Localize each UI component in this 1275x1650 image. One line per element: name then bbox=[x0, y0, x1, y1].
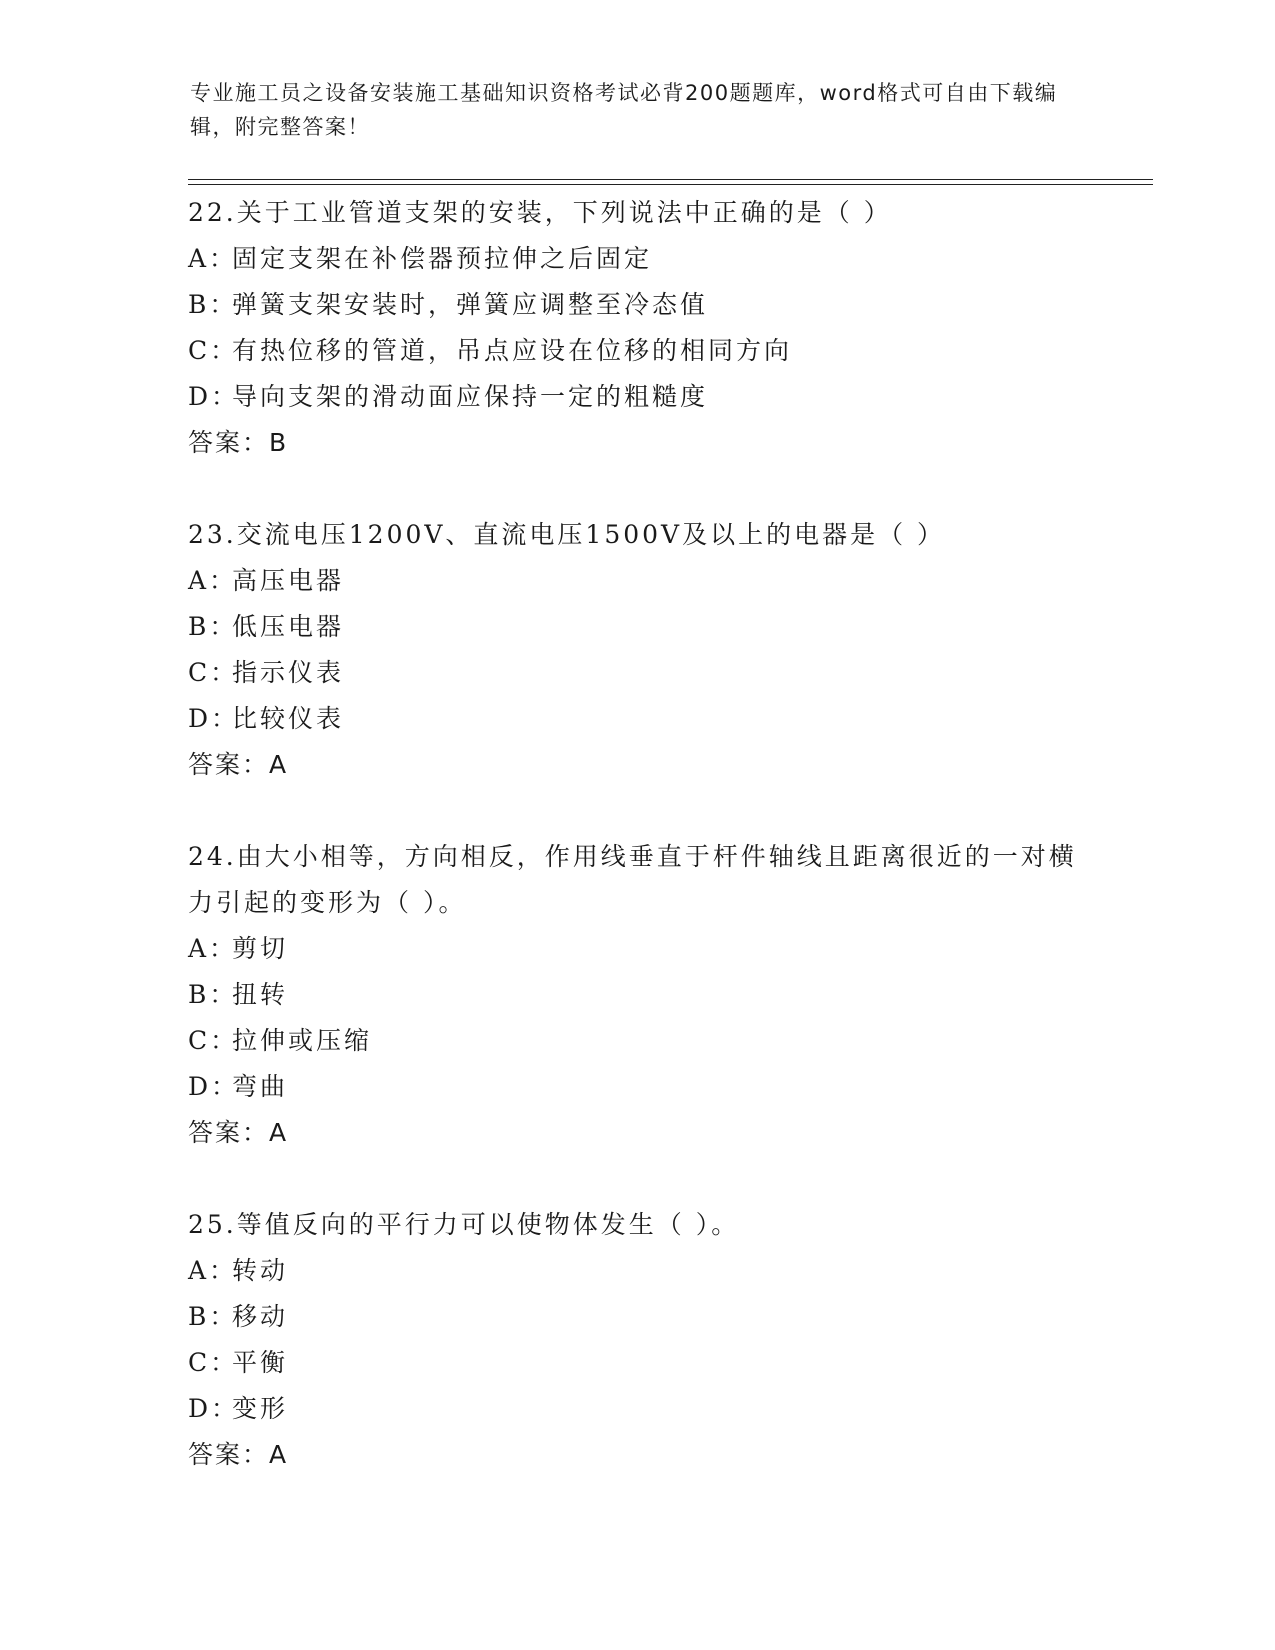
option-text: 剪切 bbox=[232, 934, 289, 963]
answer-label: 答案：A bbox=[188, 1440, 289, 1469]
option-key: D： bbox=[188, 1072, 240, 1101]
option-text: 拉伸或压缩 bbox=[232, 1026, 373, 1055]
question-24 bbox=[188, 834, 1108, 1156]
option-key: B： bbox=[188, 290, 238, 319]
document-header: 专业施工员之设备安装施工基础知识资格考试必背200题题库，word格式可自由下载编辑，附完整答案！ bbox=[190, 81, 1058, 139]
option-key: A： bbox=[188, 244, 238, 273]
option-d bbox=[188, 374, 1108, 420]
option-key: C： bbox=[188, 1348, 239, 1377]
option-text: 扭转 bbox=[232, 980, 289, 1009]
option-key: D： bbox=[188, 382, 240, 411]
answer-label: 答案：A bbox=[188, 1118, 289, 1147]
option-text: 指示仪表 bbox=[232, 658, 345, 687]
option-c bbox=[188, 1340, 1108, 1386]
option-key: C： bbox=[188, 658, 239, 687]
answer-label: 答案：B bbox=[188, 428, 289, 457]
option-text: 高压电器 bbox=[232, 566, 345, 595]
option-b bbox=[188, 282, 1108, 328]
option-text: 导向支架的滑动面应保持一定的粗糙度 bbox=[232, 382, 709, 411]
option-c bbox=[188, 650, 1108, 696]
option-c bbox=[188, 328, 1108, 374]
option-text: 比较仪表 bbox=[232, 704, 345, 733]
option-text: 转动 bbox=[232, 1256, 289, 1285]
option-key: A： bbox=[188, 934, 238, 963]
option-key: C： bbox=[188, 336, 239, 365]
question-23 bbox=[188, 512, 1108, 788]
option-key: D： bbox=[188, 1394, 240, 1423]
option-d bbox=[188, 1064, 1108, 1110]
question-25 bbox=[188, 1202, 1108, 1478]
option-d bbox=[188, 696, 1108, 742]
question-stem: 23.交流电压1200V、直流电压1500V及以上的电器是（ ） bbox=[188, 520, 946, 549]
option-b bbox=[188, 972, 1108, 1018]
option-text: 固定支架在补偿器预拉伸之后固定 bbox=[232, 244, 653, 273]
option-b bbox=[188, 1294, 1108, 1340]
option-key: B： bbox=[188, 980, 238, 1009]
header-divider-bottom bbox=[188, 184, 1153, 185]
option-c bbox=[188, 1018, 1108, 1064]
answer-label: 答案：A bbox=[188, 750, 289, 779]
header-divider-top bbox=[188, 179, 1153, 180]
option-text: 低压电器 bbox=[232, 612, 345, 641]
option-b bbox=[188, 604, 1108, 650]
option-text: 弯曲 bbox=[232, 1072, 289, 1101]
option-text: 弹簧支架安装时，弹簧应调整至冷态值 bbox=[232, 290, 709, 319]
option-text: 平衡 bbox=[232, 1348, 289, 1377]
question-stem: 22.关于工业管道支架的安装，下列说法中正确的是（ ） bbox=[188, 198, 892, 227]
option-a bbox=[188, 926, 1108, 972]
question-stem: 24.由大小相等，方向相反，作用线垂直于杆件轴线且距离很近的一对横力引起的变形为（ ）。 bbox=[188, 842, 1077, 917]
option-key: A： bbox=[188, 566, 238, 595]
option-d bbox=[188, 1386, 1108, 1432]
option-key: A： bbox=[188, 1256, 238, 1285]
question-stem: 25.等值反向的平行力可以使物体发生（ ）。 bbox=[188, 1210, 740, 1239]
option-text: 移动 bbox=[232, 1302, 289, 1331]
option-key: D： bbox=[188, 704, 240, 733]
option-key: C： bbox=[188, 1026, 239, 1055]
option-key: B： bbox=[188, 1302, 238, 1331]
option-text: 变形 bbox=[232, 1394, 289, 1423]
option-key: B： bbox=[188, 612, 238, 641]
option-text: 有热位移的管道，吊点应设在位移的相同方向 bbox=[232, 336, 793, 365]
option-a bbox=[188, 558, 1108, 604]
question-22 bbox=[188, 190, 1108, 466]
option-a bbox=[188, 236, 1108, 282]
question-list bbox=[188, 190, 1108, 1524]
option-a bbox=[188, 1248, 1108, 1294]
